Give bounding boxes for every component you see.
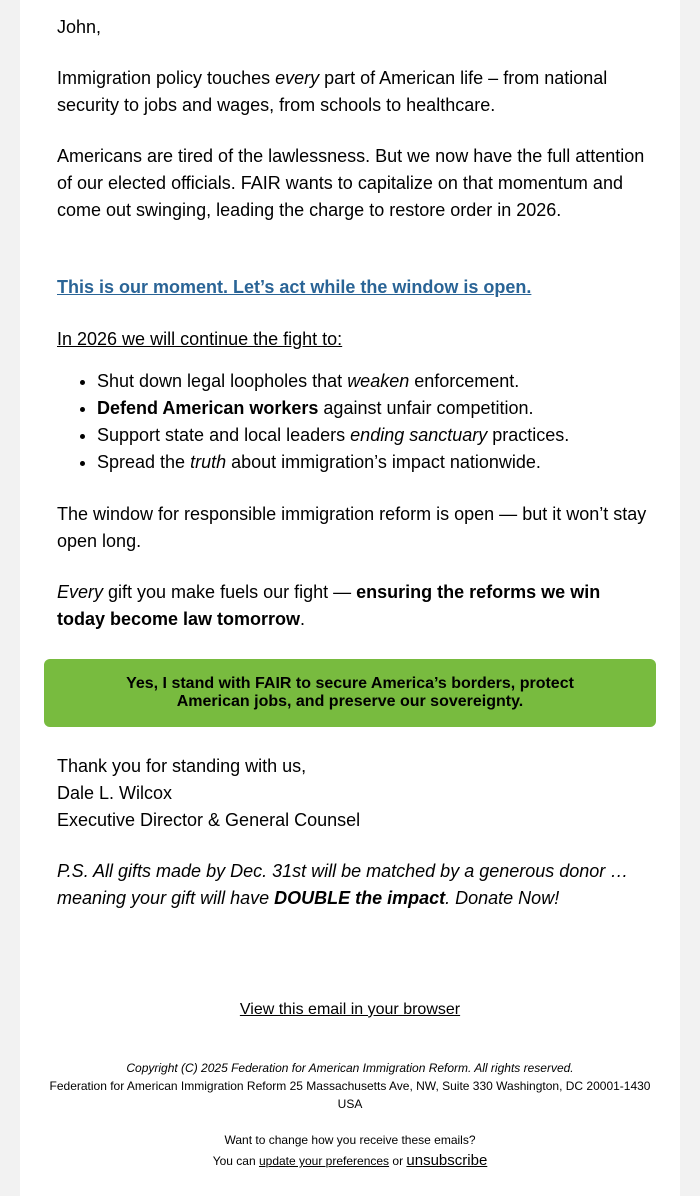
copyright: Copyright (C) 2025 Federation for American Immigration Reform. All rights reserved. [126,1061,574,1075]
window-paragraph: The window for responsible immigration reform is open — but it won’t stay open long. [57,504,647,551]
cta-paragraph [57,274,647,301]
greeting: John, [57,17,102,37]
ps-paragraph: P.S. All gifts made by Dec. 31st will be matched by a generous donor … meaning your gift will have DOUBLE the impact. Donate Now! [57,861,629,908]
view-in-browser-row [20,1001,680,1019]
signer-title: Executive Director & General Counsel [57,810,361,830]
list-item: • Defend American workers against unfair competition. [97,395,687,422]
signer-name: Dale L. Wilcox [57,783,173,803]
signoff-thanks: Thank you for standing with us, [57,756,307,776]
gift-paragraph: Every gift you make fuels our fight — ensuring the reforms we win today become law tomorrow. [57,582,601,629]
goals-list [57,368,687,476]
preferences-row: You can update your preferences or unsubscribe [212,1152,488,1169]
address: Federation for American Immigration Reform 25 Massachusetts Ave, NW, Suite 330 Washington, DC 20001-1430 USA [49,1079,651,1111]
change-prompt: Want to change how you receive these emails? [224,1133,476,1147]
email-body [20,0,680,1196]
update-preferences-link[interactable]: update your preferences [258,1154,390,1168]
donate-button[interactable]: Yes, I stand with FAIR to secure America’s borders, protect American jobs, and preserve our sovereignty. [44,659,656,727]
intro-paragraph: Immigration policy touches every part of American life – from national security to jobs and wages, from schools to healthcare. [57,68,608,115]
lawlessness-paragraph: Americans are tired of the lawlessness. But we now have the full attention of our elected officials. FAIR wants to capitalize on that momentum and come out swinging, leading the charge to restore order in 2026. [57,146,645,220]
cta-link[interactable]: This is our moment. Let’s act while the window is open. [57,277,532,297]
list-item: • Support state and local leaders ending sanctuary practices. [97,422,687,449]
view-in-browser-link[interactable]: View this email in your browser [239,1001,461,1018]
list-item: • Shut down legal loopholes that weaken enforcement. [97,368,687,395]
unsubscribe-link[interactable]: unsubscribe [406,1152,488,1169]
list-intro: In 2026 we will continue the fight to: [57,329,343,349]
list-item: • Spread the truth about immigration’s impact nationwide. [97,449,687,476]
